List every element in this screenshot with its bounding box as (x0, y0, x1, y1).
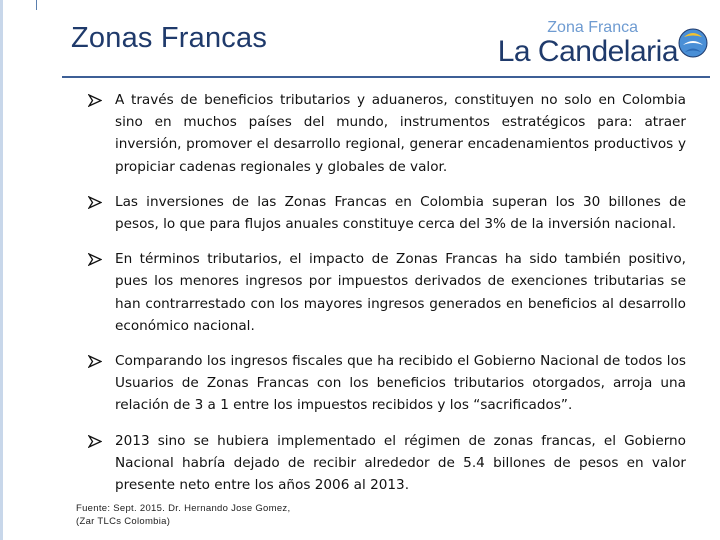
source-note (76, 502, 290, 528)
logo-top-text: Zona Franca (547, 19, 638, 36)
source-line-2: (Zar TLCs Colombia) (76, 516, 171, 527)
bullet-text: En términos tributarios, el impacto de Zonas Francas ha sido también positivo, pues los menores ingresos por impuestos derivados de exenciones tributarias se han contrarrestado con los mayores ingresos generados en beneficios al desarrollo económico nacional. (115, 251, 686, 334)
arrow-bullet-icon (88, 94, 102, 107)
bullet-text: Las inversiones de las Zonas Francas en Colombia superan los 30 billones de pesos, lo que para flujos anuales constituye cerca del 3% de la inversión nacional. (115, 193, 686, 233)
arrow-bullet-icon (88, 355, 102, 368)
list-item (88, 248, 686, 337)
list-item (88, 430, 686, 497)
list-item (88, 350, 686, 417)
left-edge-rule (0, 0, 3, 540)
bullet-text: 2013 sino se hubiera implementado el régimen de zonas francas, el Gobierno Nacional habría dejado de recibir alrededor de 5.4 billones de pesos en valor presente neto entre los años 2006 al 2013. (115, 432, 686, 494)
arrow-bullet-icon (88, 435, 102, 448)
slide-title: Zonas Francas (71, 22, 268, 54)
list-item (88, 89, 686, 178)
list-item (88, 191, 686, 235)
logo-emblem-icon (678, 25, 708, 61)
bullet-list (88, 89, 686, 509)
arrow-bullet-icon (88, 196, 102, 209)
bullet-text: A través de beneficios tributarios y aduaneros, constituyen no solo en Colombia sino en muchos países del mundo, instrumentos estratégicos para: atraer inversión, promover el desarrollo regional, generar encadenamientos productivos y propiciar cadenas regionales y globales de valor. (115, 92, 686, 175)
logo-main-text: La Candelaria (497, 35, 678, 68)
bullet-text: Comparando los ingresos fiscales que ha recibido el Gobierno Nacional de todos los Usuarios de Zonas Francas con los beneficios tributarios otorgados, arroja una relación de 3 a 1 entre los impuestos recibidos y los “sacrificados”. (115, 353, 686, 414)
zona-franca-logo (497, 17, 708, 73)
arrow-bullet-icon (88, 253, 102, 266)
left-edge-tick (36, 0, 37, 10)
source-line-1: Fuente: Sept. 2015. Dr. Hernando Jose Gomez, (76, 503, 291, 514)
header-divider (62, 76, 710, 78)
